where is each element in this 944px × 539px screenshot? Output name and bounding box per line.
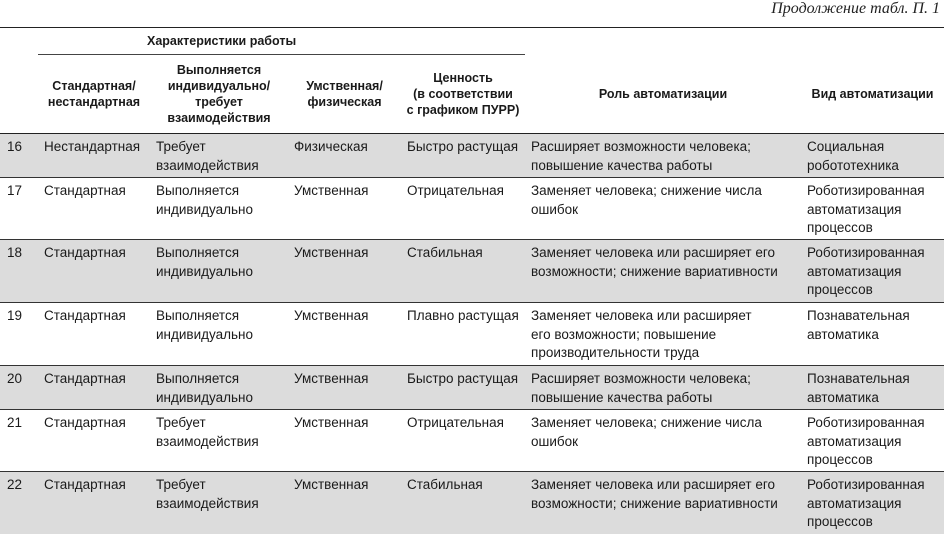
column-header-row: [0, 55, 944, 134]
cell-value: Стабильная: [401, 240, 525, 303]
cell-automation-type: Роботизированная автоматизация процессов: [801, 472, 944, 534]
column-header-individual: Выполняется индивидуально/ требует взаимодействия: [150, 55, 288, 134]
cell-automation-type: Познавательная автоматика: [801, 366, 944, 410]
cell-automation-type: Роботизированная автоматизация процессов: [801, 240, 944, 303]
cell-value: Плавно растущая: [401, 303, 525, 366]
running-head: Продолжение табл. П. 1: [771, 0, 940, 17]
cell-value: Стабильная: [401, 472, 525, 534]
row-number: 22: [0, 472, 38, 534]
row-number: 17: [0, 178, 38, 240]
cell-individual: Требует взаимодействия: [150, 134, 288, 178]
column-header-mental: Умственная/ физическая: [288, 55, 401, 134]
cell-role: Заменяет человека; снижение числа ошибок: [525, 178, 801, 240]
cell-mental: Умственная: [288, 240, 401, 303]
cell-value: Быстро растущая: [401, 366, 525, 410]
row-number: 19: [0, 303, 38, 366]
cell-mental: Умственная: [288, 178, 401, 240]
cell-mental: Физическая: [288, 134, 401, 178]
column-header-role: Роль автоматизации: [525, 55, 801, 134]
cell-standard: Стандартная: [38, 303, 150, 366]
cell-standard: Нестандартная: [38, 134, 150, 178]
column-header-type: Вид автоматизации: [801, 55, 944, 134]
table-row: [0, 410, 944, 472]
table-row: [0, 472, 944, 534]
cell-role: Заменяет человека; снижение числа ошибок: [525, 410, 801, 472]
cell-individual: Выполняется индивидуально: [150, 366, 288, 410]
cell-role: Расширяет возможности человека; повышение качества работы: [525, 134, 801, 178]
cell-mental: Умственная: [288, 472, 401, 534]
table-row: [0, 240, 944, 303]
cell-value: Быстро растущая: [401, 134, 525, 178]
cell-individual: Выполняется индивидуально: [150, 240, 288, 303]
automation-table: [0, 27, 944, 534]
cell-automation-type: Социальная робототехника: [801, 134, 944, 178]
group-header: Характеристики работы: [38, 28, 525, 55]
cell-standard: Стандартная: [38, 472, 150, 534]
cell-automation-type: Познавательная автоматика: [801, 303, 944, 366]
table-row: [0, 366, 944, 410]
cell-individual: Выполняется индивидуально: [150, 303, 288, 366]
cell-mental: Умственная: [288, 366, 401, 410]
table-row: [0, 134, 944, 178]
cell-standard: Стандартная: [38, 366, 150, 410]
cell-standard: Стандартная: [38, 178, 150, 240]
row-number: 21: [0, 410, 38, 472]
cell-standard: Стандартная: [38, 240, 150, 303]
cell-value: Отрицательная: [401, 178, 525, 240]
column-header-number: [0, 55, 38, 134]
cell-mental: Умственная: [288, 410, 401, 472]
column-header-value: Ценность (в соответствии с графиком ПУРР): [401, 55, 525, 134]
table-body: [0, 134, 944, 534]
table-row: [0, 178, 944, 240]
row-number: 18: [0, 240, 38, 303]
cell-value: Отрицательная: [401, 410, 525, 472]
cell-individual: Требует взаимодействия: [150, 472, 288, 534]
cell-individual: Выполняется индивидуально: [150, 178, 288, 240]
column-header-standard: Стандартная/ нестандартная: [38, 55, 150, 134]
cell-individual: Требует взаимодействия: [150, 410, 288, 472]
row-number: 16: [0, 134, 38, 178]
table-row: [0, 303, 944, 366]
cell-role: Заменяет человека или расширяет его возможности; повышение производительности труда: [525, 303, 801, 366]
cell-automation-type: Роботизированная автоматизация процессов: [801, 410, 944, 472]
cell-mental: Умственная: [288, 303, 401, 366]
cell-role: Заменяет человека или расширяет его возможности; снижение вариативности: [525, 472, 801, 534]
cell-role: Заменяет человека или расширяет его возможности; снижение вариативности: [525, 240, 801, 303]
cell-automation-type: Роботизированная автоматизация процессов: [801, 178, 944, 240]
row-number: 20: [0, 366, 38, 410]
cell-standard: Стандартная: [38, 410, 150, 472]
cell-role: Расширяет возможности человека; повышение качества работы: [525, 366, 801, 410]
group-header-row: [0, 28, 944, 55]
